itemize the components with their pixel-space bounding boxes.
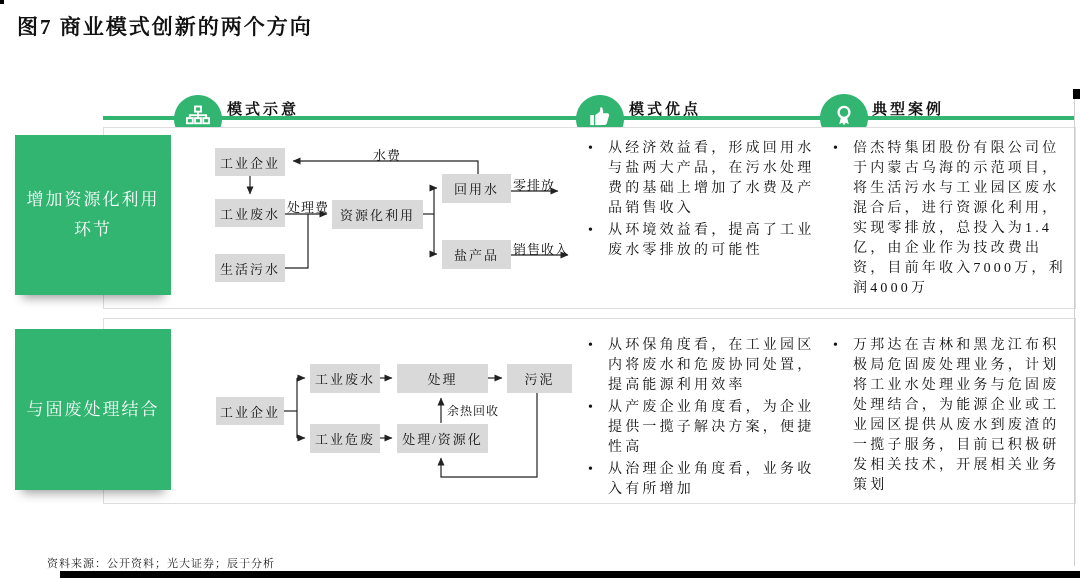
node-industrial-enterprise-1: 工业企业: [215, 148, 285, 176]
node-domestic-sewage: 生活污水: [215, 254, 285, 282]
right-edge-mark: [1073, 89, 1080, 99]
figure-right-border: [1074, 98, 1075, 566]
list-item: • 从环境效益看，提高了工业废水零排放的可能性: [583, 221, 818, 261]
edge-label-heat-recovery: 余热回收: [447, 404, 500, 418]
node-reclaimed-water: 回用水: [442, 174, 511, 203]
node-treatment: 处理: [397, 364, 488, 393]
list-item: • 万邦达在吉林和黑龙江布积极局危固废处理业务，计划将工业水处理业务与危固废处理结合，为能源企业或工业园区提供从废水到废渣的一揽子服务，目前已积极研发相关技术，开展相关业务策划: [828, 336, 1068, 496]
node-industrial-wastewater-1: 工业废水: [215, 199, 285, 227]
list-item: • 从经济效益看，形成回用水与盐两大产品，在污水处理费的基础上增加了水费及产品销售收入: [583, 139, 818, 219]
edge-label-treatment-fee: 处理费: [287, 200, 330, 215]
row2-label-box: [15, 329, 171, 490]
node-industrial-hazwaste: 工业危废: [310, 424, 380, 453]
list-item: • 从产废企业角度看，为企业提供一揽子解决方案，便捷性高: [583, 398, 818, 458]
edge-label-sales-income: 销售收入: [513, 242, 570, 257]
row1-cases-list: [828, 139, 1068, 301]
cases-header-label: 典型案例: [872, 102, 945, 118]
node-salt-product: 盐产品: [442, 240, 511, 269]
edge-label-zero-discharge: 零排放: [513, 178, 556, 193]
bottom-bar: [60, 571, 1080, 578]
node-industrial-wastewater-2: 工业废水: [310, 364, 380, 393]
node-industrial-enterprise-2: 工业企业: [216, 397, 284, 425]
corner-mark: [0, 0, 4, 4]
row2-advantages-list: [583, 336, 818, 502]
advantages-header-label: 模式优点: [629, 102, 702, 118]
list-item: • 倍杰特集团股份有限公司位于内蒙古乌海的示范项目，将生活污水与工业园区废水混合后，进行资源化利用，实现零排放，总投入为1.4亿，由企业作为技改费出资，目前年收入7000万，利润4000万: [828, 139, 1068, 299]
node-treatment-resource: 处理/资源化: [397, 424, 488, 453]
source-note: 资料来源：公开资料；光大证券；辰于分析: [47, 558, 275, 570]
node-resource-utilization: 资源化利用: [332, 200, 423, 229]
list-item: • 从治理企业角度看，业务收入有所增加: [583, 460, 818, 500]
row2-label: 与固废处理结合: [26, 399, 160, 419]
edge-label-water-fee: 水费: [373, 148, 402, 163]
list-item: • 从环保角度看，在工业园区内将废水和危废协同处置，提高能源利用效率: [583, 336, 818, 396]
row1-advantages-list: [583, 139, 818, 263]
row1-label: 增加资源化利用环节: [26, 190, 160, 239]
row2-cases-list: [828, 336, 1068, 498]
schematic-header-label: 模式示意: [227, 102, 300, 118]
node-sludge: 污泥: [507, 364, 572, 393]
figure-title: 图7 商业模式创新的两个方向: [17, 15, 313, 39]
row1-label-box: [15, 135, 171, 295]
